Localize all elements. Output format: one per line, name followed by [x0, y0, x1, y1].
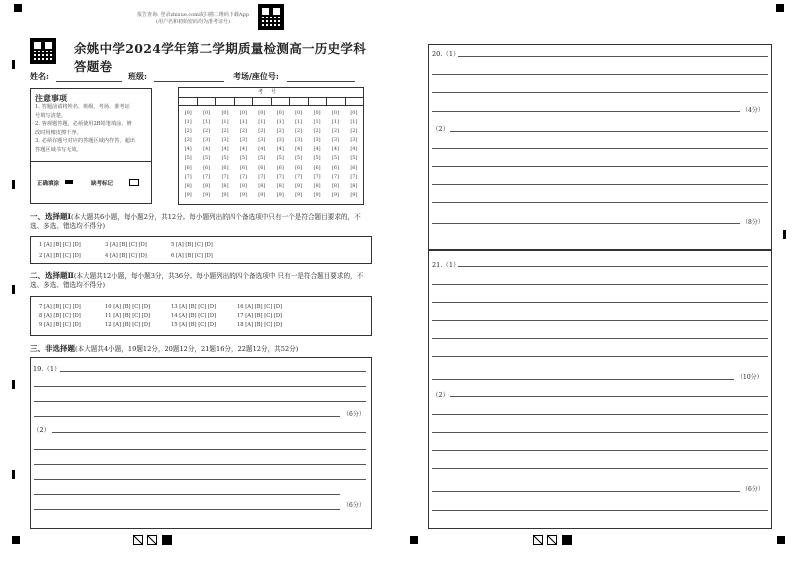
exam-number-column[interactable] [179, 109, 197, 200]
timing-mark [12, 285, 15, 294]
answer-line[interactable] [450, 396, 768, 397]
q21-answer-box[interactable] [428, 250, 772, 529]
answer-line[interactable] [432, 166, 768, 167]
choice-item[interactable]: 12 [A] [B] [C] [D] [105, 322, 151, 328]
notice-line: 3. 必须在题号对应的答题区域内作答，超出 [35, 138, 135, 145]
exam-digit-bubble[interactable]: [9] [258, 191, 266, 198]
exam-number-column[interactable] [197, 109, 215, 200]
q19-part2-points: （6分） [343, 502, 365, 509]
exam-digit-bubble[interactable]: [4] [331, 146, 339, 153]
answer-line[interactable] [34, 386, 366, 387]
q21-part2-points: （6分） [742, 486, 764, 493]
choice-item[interactable]: 14 [A] [B] [C] [D] [171, 313, 217, 319]
exam-number-digits[interactable] [179, 106, 363, 200]
q21-label: 21.（1） [432, 261, 460, 269]
exam-digit-bubble[interactable]: [7] [276, 173, 284, 180]
exam-digit-bubble[interactable]: [4] [295, 146, 303, 153]
exam-digit-bubble[interactable]: [9] [203, 191, 211, 198]
exam-digit-bubble[interactable]: [8] [239, 182, 247, 189]
answer-line[interactable] [432, 356, 768, 357]
exam-digit-bubble[interactable]: [1] [203, 119, 211, 126]
choice-item[interactable]: 10 [A] [B] [C] [D] [105, 304, 151, 310]
exam-number-column[interactable] [326, 109, 344, 200]
exam-digit-bubble[interactable]: [2] [258, 128, 266, 135]
section3-heading-block [30, 344, 372, 354]
exam-digit-bubble[interactable]: [2] [203, 128, 211, 135]
section2-heading: 二、选择题Ⅱ [30, 271, 74, 280]
section3-heading: 三、非选择题 [30, 344, 75, 353]
exam-digit-bubble[interactable]: [8] [184, 182, 192, 189]
registration-mark-top-right [776, 4, 784, 12]
exam-digit-bubble[interactable]: [3] [276, 137, 284, 144]
exam-digit-bubble[interactable]: [2] [295, 128, 303, 135]
choice-item[interactable]: 7 [A] [B] [C] [D] [39, 304, 81, 310]
timing-mark [12, 470, 15, 479]
report-query-text [128, 12, 258, 26]
notice-title: 注意事项 [35, 93, 67, 103]
choice-item[interactable]: 11 [A] [B] [C] [D] [105, 313, 151, 319]
section1-heading-block [30, 212, 372, 231]
exam-digit-bubble[interactable]: [8] [276, 182, 284, 189]
bottom-mark-solid [562, 535, 572, 545]
timing-mark [12, 380, 15, 389]
exam-digit-bubble[interactable]: [3] [350, 137, 358, 144]
exam-digit-bubble[interactable]: [2] [184, 128, 192, 135]
exam-number-write-row[interactable] [179, 98, 363, 106]
bottom-mark-solid [162, 535, 172, 545]
exam-digit-bubble[interactable]: [1] [313, 119, 321, 126]
exam-number-grid [178, 87, 364, 205]
exam-digit-bubble[interactable]: [2] [313, 128, 321, 135]
answer-line[interactable] [432, 148, 768, 149]
exam-digit-bubble[interactable]: [0] [331, 110, 339, 116]
correct-fill-sample [65, 180, 73, 184]
class-label: 班级: [128, 71, 147, 81]
exam-digit-bubble[interactable]: [2] [276, 128, 284, 135]
timing-mark [12, 60, 15, 69]
report-query-line: 报告查询: 登录zhixue.com或扫描二维码下载App [137, 12, 249, 18]
exam-digit-bubble[interactable]: [2] [331, 128, 339, 135]
exam-digit-bubble[interactable]: [9] [350, 191, 358, 198]
choice-item[interactable]: 15 [A] [B] [C] [D] [171, 322, 217, 328]
exam-digit-bubble[interactable]: [3] [313, 137, 321, 144]
exam-digit-bubble[interactable]: [7] [295, 173, 303, 180]
exam-digit-bubble[interactable]: [7] [350, 173, 358, 180]
exam-digit-bubble[interactable]: [9] [295, 191, 303, 198]
choice-item[interactable]: 1 [A] [B] [C] [D] [39, 242, 81, 248]
answer-line[interactable] [432, 338, 768, 339]
choice-item[interactable]: 6 [A] [B] [C] [D] [171, 253, 213, 259]
exam-digit-bubble[interactable]: [3] [295, 137, 303, 144]
exam-digit-bubble[interactable]: [9] [276, 191, 284, 198]
exam-number-column[interactable] [289, 109, 307, 200]
exam-digit-bubble[interactable]: [5] [203, 155, 211, 162]
q21-part2-label: （2） [432, 391, 450, 399]
exam-digit-bubble[interactable]: [7] [258, 173, 266, 180]
exam-digit-bubble[interactable]: [7] [184, 173, 192, 180]
exam-digit-bubble[interactable]: [0] [184, 110, 192, 116]
exam-digit-bubble[interactable]: [0] [203, 110, 211, 116]
registration-mark-top-left [14, 4, 22, 12]
notice-box [30, 88, 152, 204]
exam-digit-bubble[interactable]: [3] [331, 137, 339, 144]
exam-number-column[interactable] [253, 109, 271, 200]
choice-item[interactable]: 2 [A] [B] [C] [D] [39, 253, 81, 259]
exam-digit-bubble[interactable]: [5] [331, 155, 339, 162]
exam-digit-bubble[interactable]: [1] [276, 119, 284, 126]
report-query-note: (用户名和初始密码均为准考证号) [156, 19, 230, 25]
q20-label: 20.（1） [432, 50, 460, 58]
answer-line[interactable] [432, 223, 740, 224]
exam-digit-bubble[interactable]: [6] [203, 164, 211, 171]
exam-digit-bubble[interactable]: [6] [276, 164, 284, 171]
exam-number-column[interactable] [234, 109, 252, 200]
section1-options[interactable] [39, 242, 237, 259]
exam-digit-bubble[interactable]: [8] [258, 182, 266, 189]
q19-answer-box[interactable] [30, 357, 372, 529]
answer-line[interactable] [432, 74, 768, 75]
exam-digit-bubble[interactable]: [1] [184, 119, 192, 126]
exam-digit-bubble[interactable]: [8] [313, 182, 321, 189]
exam-number-column[interactable] [345, 109, 363, 200]
registration-mark-bottom-left [12, 536, 20, 544]
exam-digit-bubble[interactable]: [0] [276, 110, 284, 116]
answer-line[interactable] [432, 491, 740, 492]
exam-digit-bubble[interactable]: [7] [313, 173, 321, 180]
exam-digit-bubble[interactable]: [4] [313, 146, 321, 153]
choice-item[interactable]: 17 [A] [B] [C] [D] [237, 313, 283, 319]
bottom-mark-icon [533, 535, 543, 545]
answer-line[interactable] [34, 479, 366, 480]
registration-mark-bottom-mid [410, 536, 418, 544]
qr-code-icon [258, 4, 284, 30]
exam-digit-bubble[interactable]: [9] [239, 191, 247, 198]
q19-part2-label: （2） [33, 426, 51, 434]
name-field[interactable] [56, 81, 122, 82]
exam-digit-bubble[interactable]: [9] [313, 191, 321, 198]
exam-digit-bubble[interactable]: [5] [313, 155, 321, 162]
class-field[interactable] [154, 81, 224, 82]
exam-digit-bubble[interactable]: [1] [239, 119, 247, 126]
answer-line[interactable] [34, 494, 340, 495]
exam-digit-bubble[interactable]: [6] [331, 164, 339, 171]
exam-digit-bubble[interactable]: [6] [239, 164, 247, 171]
exam-digit-bubble[interactable]: [6] [184, 164, 192, 171]
exam-digit-bubble[interactable]: [1] [295, 119, 303, 126]
exam-digit-bubble[interactable]: [8] [331, 182, 339, 189]
answer-line[interactable] [432, 414, 768, 415]
bottom-mark-icon [147, 535, 157, 545]
answer-line[interactable] [432, 284, 768, 285]
choice-item[interactable]: 9 [A] [B] [C] [D] [39, 322, 81, 328]
answer-line[interactable] [432, 92, 768, 93]
notice-line: 改时用橡皮擦干净。 [35, 129, 82, 136]
exam-digit-bubble[interactable]: [8] [221, 182, 229, 189]
notice-line: 2. 客观题答题，必须使用2B铅笔填涂，修 [35, 121, 132, 128]
choice-item[interactable]: 3 [A] [B] [C] [D] [105, 242, 147, 248]
q21-part1-points: （10分） [737, 374, 763, 381]
exam-digit-bubble[interactable]: [3] [239, 137, 247, 144]
seat-label: 考场/座位号: [233, 71, 279, 81]
exam-digit-bubble[interactable]: [8] [203, 182, 211, 189]
sheet-title: 余姚中学2024学年第二学期质量检测高一历史学科 答题卷 [74, 41, 366, 74]
exam-digit-bubble[interactable]: [4] [221, 146, 229, 153]
exam-digit-bubble[interactable]: [4] [258, 146, 266, 153]
exam-digit-bubble[interactable]: [7] [239, 173, 247, 180]
section2-heading-block [30, 271, 372, 290]
choice-item[interactable]: 18 [A] [B] [C] [D] [237, 322, 283, 328]
timing-mark [12, 180, 15, 189]
answer-line[interactable] [432, 184, 768, 185]
exam-digit-bubble[interactable]: [2] [239, 128, 247, 135]
exam-digit-bubble[interactable]: [6] [313, 164, 321, 171]
notice-line: 答题区域书写无效。 [35, 146, 82, 153]
answer-line[interactable] [34, 464, 366, 465]
answer-line[interactable] [458, 266, 768, 267]
answer-line[interactable] [34, 449, 366, 450]
exam-digit-bubble[interactable]: [4] [184, 146, 192, 153]
choice-item[interactable]: 5 [A] [B] [C] [D] [171, 242, 213, 248]
bottom-mark-icon [547, 535, 557, 545]
exam-digit-bubble[interactable]: [7] [203, 173, 211, 180]
timing-mark [783, 230, 786, 239]
section2-box [30, 296, 372, 336]
section1-heading: 一、选择题Ⅰ [30, 212, 72, 221]
q20-part2-points: （8分） [742, 219, 764, 226]
exam-digit-bubble[interactable]: [5] [276, 155, 284, 162]
choice-item[interactable]: 13 [A] [B] [C] [D] [171, 304, 217, 310]
exam-digit-bubble[interactable]: [4] [239, 146, 247, 153]
answer-line[interactable] [432, 450, 768, 451]
absent-mark-label: 缺考标记 [91, 181, 114, 187]
q19-part1-points: （6分） [343, 411, 365, 418]
answer-line[interactable] [432, 510, 768, 511]
choice-item[interactable]: 4 [A] [B] [C] [D] [105, 253, 147, 259]
exam-digit-bubble[interactable]: [1] [331, 119, 339, 126]
exam-digit-bubble[interactable]: [0] [239, 110, 247, 116]
exam-number-column[interactable] [308, 109, 326, 200]
q20-part2-label: （2） [432, 125, 450, 133]
answer-line[interactable] [458, 56, 768, 57]
exam-digit-bubble[interactable]: [0] [295, 110, 303, 116]
notice-divider [31, 161, 151, 162]
notice-line: 1. 答题前请将姓名、班级、考场、准考证 [35, 104, 130, 110]
answer-line[interactable] [432, 111, 740, 112]
answer-line[interactable] [432, 202, 768, 203]
exam-digit-bubble[interactable]: [6] [350, 164, 358, 171]
exam-digit-bubble[interactable]: [2] [221, 128, 229, 135]
exam-digit-bubble[interactable]: [7] [221, 173, 229, 180]
exam-digit-bubble[interactable]: [7] [331, 173, 339, 180]
exam-number-column[interactable] [271, 109, 289, 200]
answer-line[interactable] [34, 401, 366, 402]
answer-line[interactable] [34, 509, 340, 510]
exam-digit-bubble[interactable]: [6] [295, 164, 303, 171]
exam-digit-bubble[interactable]: [0] [221, 110, 229, 116]
seat-field[interactable] [287, 81, 355, 82]
section2-desc: (本大题共12小题，每小题3分，共36分。每小题列出的四个备选项中 只有一是符合题目要求的，不选、多选、错选均不得分) [30, 272, 364, 289]
answer-line[interactable] [432, 432, 768, 433]
exam-digit-bubble[interactable]: [5] [184, 155, 192, 162]
exam-number-column[interactable] [216, 109, 234, 200]
exam-digit-bubble[interactable]: [0] [313, 110, 321, 116]
exam-digit-bubble[interactable]: [3] [184, 137, 192, 144]
exam-digit-bubble[interactable]: [5] [350, 155, 358, 162]
exam-digit-bubble[interactable]: [3] [258, 137, 266, 144]
exam-digit-bubble[interactable]: [5] [295, 155, 303, 162]
answer-line[interactable] [432, 302, 768, 303]
absent-mark-box[interactable] [129, 179, 139, 186]
exam-digit-bubble[interactable]: [1] [350, 119, 358, 126]
exam-digit-bubble[interactable]: [4] [203, 146, 211, 153]
answer-line[interactable] [34, 416, 340, 417]
exam-digit-bubble[interactable]: [8] [295, 182, 303, 189]
exam-digit-bubble[interactable]: [1] [258, 119, 266, 126]
section3-desc: (本大题共4小题，19题12分，20题12分，21题16分，22题12分，共52分) [75, 345, 299, 353]
exam-digit-bubble[interactable]: [8] [350, 182, 358, 189]
name-label: 姓名: [30, 71, 49, 81]
notice-text [35, 103, 151, 155]
exam-number-header: 考号 [179, 88, 363, 98]
answer-line[interactable] [432, 379, 734, 380]
registration-mark-bottom-right [777, 536, 785, 544]
q19-label: 19.（1） [33, 365, 61, 373]
q20-part1-points: （4分） [742, 107, 764, 114]
exam-digit-bubble[interactable]: [9] [221, 191, 229, 198]
answer-line[interactable] [432, 320, 768, 321]
answer-line[interactable] [52, 432, 366, 433]
correct-fill-label: 正确填涂 [37, 181, 60, 187]
answer-line[interactable] [432, 468, 768, 469]
section2-options[interactable] [39, 304, 303, 328]
exam-digit-bubble[interactable]: [0] [350, 110, 358, 116]
exam-digit-bubble[interactable]: [6] [258, 164, 266, 171]
section1-desc: (本大题共6小题，每小题2分，共12分。每小题列出的四个备选项中只有一个是符合题目要求的，不选、多选、错选均不得分) [30, 213, 361, 230]
exam-digit-bubble[interactable]: [2] [350, 128, 358, 135]
sheet-qr-code-icon [30, 38, 56, 64]
exam-digit-bubble[interactable]: [3] [203, 137, 211, 144]
exam-digit-bubble[interactable]: [4] [276, 146, 284, 153]
choice-item[interactable]: 16 [A] [B] [C] [D] [237, 304, 283, 310]
notice-line: 号填写清楚。 [35, 112, 67, 119]
exam-digit-bubble[interactable]: [5] [258, 155, 266, 162]
exam-digit-bubble[interactable]: [4] [350, 146, 358, 153]
choice-item[interactable]: 8 [A] [B] [C] [D] [39, 313, 81, 319]
exam-digit-bubble[interactable]: [1] [221, 119, 229, 126]
exam-digit-bubble[interactable]: [9] [331, 191, 339, 198]
exam-digit-bubble[interactable]: [5] [239, 155, 247, 162]
bottom-mark-icon [133, 535, 143, 545]
exam-digit-bubble[interactable]: [3] [221, 137, 229, 144]
exam-digit-bubble[interactable]: [5] [221, 155, 229, 162]
answer-line[interactable] [60, 371, 366, 372]
exam-digit-bubble[interactable]: [9] [184, 191, 192, 198]
exam-digit-bubble[interactable]: [6] [221, 164, 229, 171]
section1-box [30, 236, 372, 264]
exam-digit-bubble[interactable]: [0] [258, 110, 266, 116]
answer-line[interactable] [450, 131, 768, 132]
